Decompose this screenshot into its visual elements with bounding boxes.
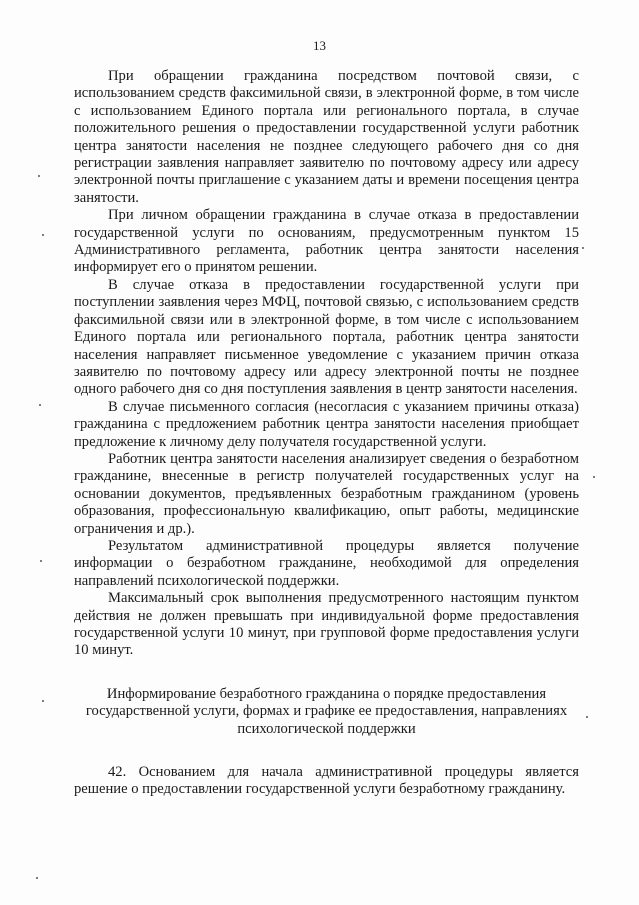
scan-speck <box>38 175 40 177</box>
paragraph-analysis: Работник центра занятости населения анализирует сведения о безработном гражданине, внесенные в регистр получателей государственных услуг на основании документов, предъявленных безработным гражданином (уровень образования, профессиональную квалификацию, опыт работы, медицинские ограничения и др.). <box>74 450 579 537</box>
paragraph-mail-application: При обращении гражданина посредством почтовой связи, с использованием средств факсимильной связи, в электронной форме, в том числе с использованием Единого портала или регионального портала, в случае положительного решения о предоставлении государственной услуги работник центра занятости населения не позднее следующего рабочего дня со дня регистрации заявления направляет заявителю по почтовому адресу или адресу электронной почты приглашение с указанием даты и времени посещения центра занятости. <box>74 68 579 206</box>
scan-speck <box>36 877 38 879</box>
page-number: 13 <box>313 38 326 53</box>
scan-speck <box>586 716 588 718</box>
scan-speck <box>42 234 44 236</box>
scan-speck <box>593 476 595 478</box>
scan-speck <box>42 700 44 702</box>
paragraph-personal-refusal: При личном обращении гражданина в случае отказа в предоставлении государственной услуги по основаниям, предусмотренным пунктом 15 Административного регламента, работник центра занятости населения информирует его о принятом решении. <box>74 207 579 276</box>
paragraph-max-duration: Максимальный срок выполнения предусмотренного настоящим пунктом действия не должен превышать при индивидуальной форме предоставления государственной услуги 10 минут, при групповой форме предоставления услуги 10 минут. <box>74 590 579 659</box>
document-body <box>74 68 579 799</box>
paragraph-result: Результатом административной процедуры является получение информации о безработном гражданине, необходимой для определения направлений психологической поддержки. <box>74 537 579 589</box>
paragraph-mfc-refusal: В случае отказа в предоставлении государственной услуги при поступлении заявления через МФЦ, почтовой связью, с использованием средств факсимильной связи или в электронной форме, в том числе с использованием Единого портала или регионального портала, работник центра занятости населения направляет письменное уведомление с указанием причин отказа заявителю по почтовому адресу или адресу электронной почты не позднее одного рабочего дня со дня поступления заявления в центр занятости населения. <box>74 276 579 398</box>
scan-speck <box>40 560 42 562</box>
section-heading: Информирование безработного гражданина о порядке предоставления государственной услуги, формах и графике ее предоставления, направлениях психологической поддержки <box>85 685 568 737</box>
scan-speck <box>39 404 41 406</box>
paragraph-written-consent: В случае письменного согласия (несогласия с указанием причины отказа) гражданина с предложением работник центра занятости населения приобщает предложение к личному делу получателя государственной услуги. <box>74 398 579 450</box>
scan-speck <box>582 247 584 249</box>
paragraph-42: 42. Основанием для начала административной процедуры является решение о предоставлении государственной услуги безработному гражданину. <box>74 764 579 798</box>
